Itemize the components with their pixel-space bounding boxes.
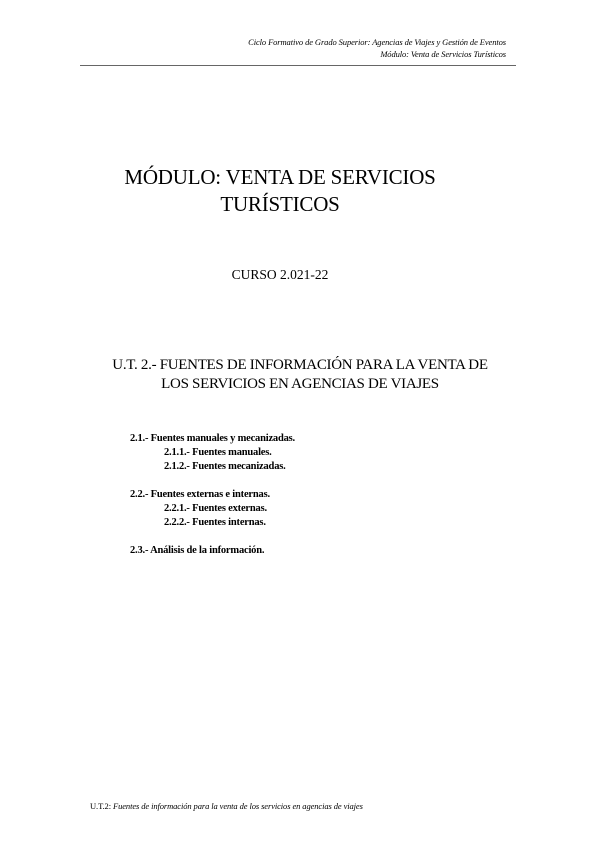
course-year: CURSO 2.021-22 — [231, 267, 329, 282]
toc-subsection-2-2-2: 2.2.2.- Fuentes internas. — [164, 517, 266, 528]
page-footer — [90, 801, 363, 812]
page-header — [248, 36, 506, 60]
toc-subsection-2-1-2: 2.1.2.- Fuentes mecanizadas. — [164, 461, 286, 472]
table-of-contents — [130, 432, 470, 558]
toc-subsection-2-2-1: 2.2.1.- Fuentes externas. — [164, 503, 267, 514]
toc-section-2-3: 2.3.- Análisis de la información. — [130, 545, 265, 556]
module-title-line-2: TURÍSTICOS — [220, 192, 340, 216]
toc-section-2-1: 2.1.- Fuentes manuales y mecanizadas. — [130, 433, 295, 444]
footer-unit-description: Fuentes de información para la venta de los servicios en agencias de viajes — [113, 801, 363, 811]
header-divider — [80, 65, 516, 66]
unit-title-line-1: U.T. 2.- FUENTES DE INFORMACIÓN PARA LA VENTA DE — [112, 357, 488, 373]
header-course-line: Ciclo Formativo de Grado Superior: Agencias de Viajes y Gestión de Eventos — [248, 37, 506, 47]
header-module-line: Módulo: Venta de Servicios Turísticos — [380, 49, 506, 59]
module-title — [60, 164, 500, 218]
unit-title — [40, 356, 560, 393]
toc-section-2-2: 2.2.- Fuentes externas e internas. — [130, 489, 270, 500]
module-title-line-1: MÓDULO: VENTA DE SERVICIOS — [124, 165, 436, 189]
toc-subsection-2-1-1: 2.1.1.- Fuentes manuales. — [164, 447, 272, 458]
footer-unit-prefix: U.T.2: — [90, 801, 111, 811]
unit-title-line-2: LOS SERVICIOS EN AGENCIAS DE VIAJES — [161, 375, 439, 392]
